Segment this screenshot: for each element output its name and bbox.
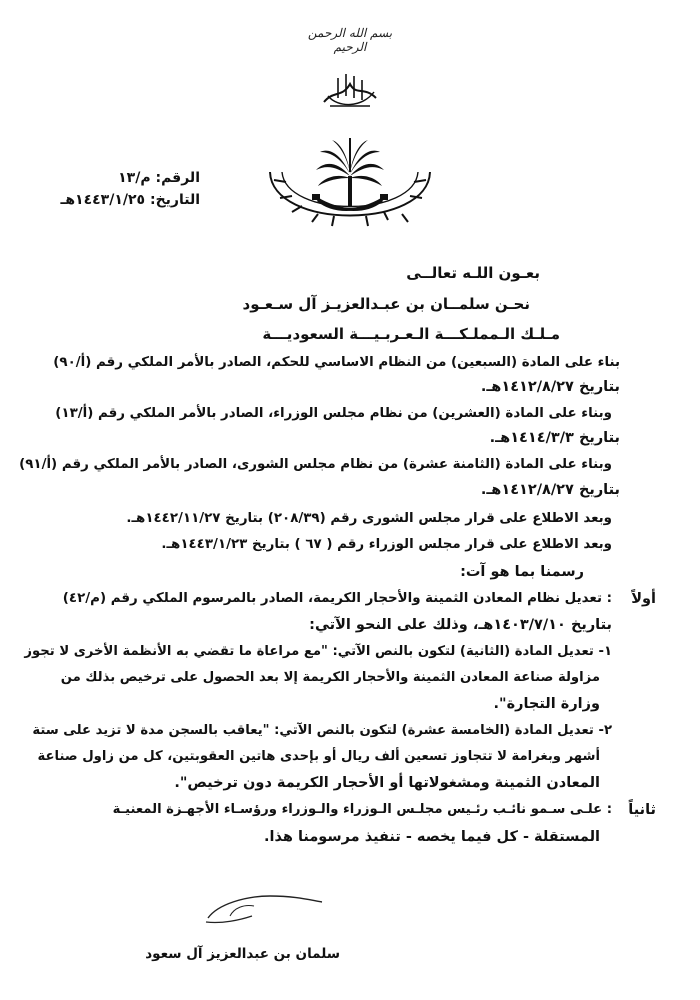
preamble-line-5: وبناء على المادة (الثامنة عشرة) من نظام مجلس الشورى، الصادر بالأمر الملكي رقم (أ/٩١) (19, 457, 612, 472)
article-1-marker: أولاً (631, 591, 656, 607)
preamble-line-4: بتاريخ ١٤١٤/٣/٣هـ. (489, 430, 620, 446)
basmala: بسم الله الرحمن الرحيم (307, 26, 393, 54)
signatory-name: سلمان بن عبدالعزيز آل سعود (145, 946, 340, 962)
shahada-calligraphy-icon (318, 68, 382, 110)
article-1-line-3: ١- تعديل المادة (الثانية) لتكون بالنص الآتي: "مع مراعاة ما تقضي به الأنظمة الأخرى لا تجوز (24, 644, 612, 659)
article-1-line-7: أشهر وبغرامة لا تتجاوز تسعين ألف ريال أو بإحدى هاتين العقوبتين، كل من زاول صناعة (37, 749, 600, 764)
article-1-line-5: وزارة التجارة". (493, 696, 600, 712)
preamble-line-8: وبعد الاطلاع على قرار مجلس الوزراء رقم ( ٦٧ ) بتاريخ ١٤٤٣/١/٢٣هـ. (161, 537, 612, 552)
preamble-line-2: بتاريخ ١٤١٢/٨/٢٧هـ. (480, 379, 620, 395)
opening-line-1: بعـون اللـه تعالــى (406, 264, 540, 282)
opening-line-3: مـلـك الـمملـكـــة الـعـربـيـــة السعوديـــة (262, 325, 560, 343)
preamble-line-7: وبعد الاطلاع على قرار مجلس الشورى رقم (٢٠٨/٣٩) بتاريخ ١٤٤٢/١١/٢٧هـ. (126, 511, 612, 526)
article-1-line-4: مزاولة صناعة المعادن الثمينة والأحجار الكريمة إلا بعد الحصول على ترخيص بذلك من (60, 670, 600, 685)
article-1-line-8: المعادن الثمينة ومشغولاتها أو الأحجار الكريمة دون ترخيص". (174, 775, 600, 791)
article-1-line-2: بتاريخ ١٤٠٣/٧/١٠هـ، وذلك على النحو الآتي: (309, 617, 612, 633)
article-2-line-1: : علـى سـمو نائـب رئـيس مجلـس الـوزراء والـوزراء ورؤسـاء الأجهـزة المعنيـة (112, 802, 612, 817)
preamble-line-9: رسمنا بما هو آت: (460, 564, 584, 580)
article-1-line-6: ٢- تعديل المادة (الخامسة عشرة) لتكون بالنص الآتي: "يعاقب بالسجن مدة لا تزيد على ستة (32, 723, 612, 738)
article-1-line-1: : تعديل نظام المعادن الثمينة والأحجار الكريمة، الصادر بالمرسوم الملكي رقم (م/٤٢) (62, 591, 612, 606)
preamble-line-3: وبناء على المادة (العشرين) من نظام مجلس الوزراء، الصادر بالأمر الملكي رقم (أ/١٣) (55, 406, 612, 421)
handwritten-signature-icon (200, 890, 330, 930)
reference-date: التاريخ: ١٤٤٣/١/٢٥هـ (60, 192, 200, 208)
article-2-marker: ثانياً (628, 802, 656, 818)
preamble-line-6: بتاريخ ١٤١٢/٨/٢٧هـ. (480, 482, 620, 498)
reference-number: الرقم: م/١٣ (118, 170, 200, 186)
opening-line-2: نحـن سلمــان بن عبـدالعزيـز آل سـعـود (242, 295, 530, 313)
article-2-line-2: المستقلة - كل فيما يخصه - تنفيذ مرسومنا هذا. (264, 829, 600, 845)
preamble-line-1: بناء على المادة (السبعين) من النظام الاساسي للحكم، الصادر بالأمر الملكي رقم (أ/٩٠) (53, 355, 620, 370)
